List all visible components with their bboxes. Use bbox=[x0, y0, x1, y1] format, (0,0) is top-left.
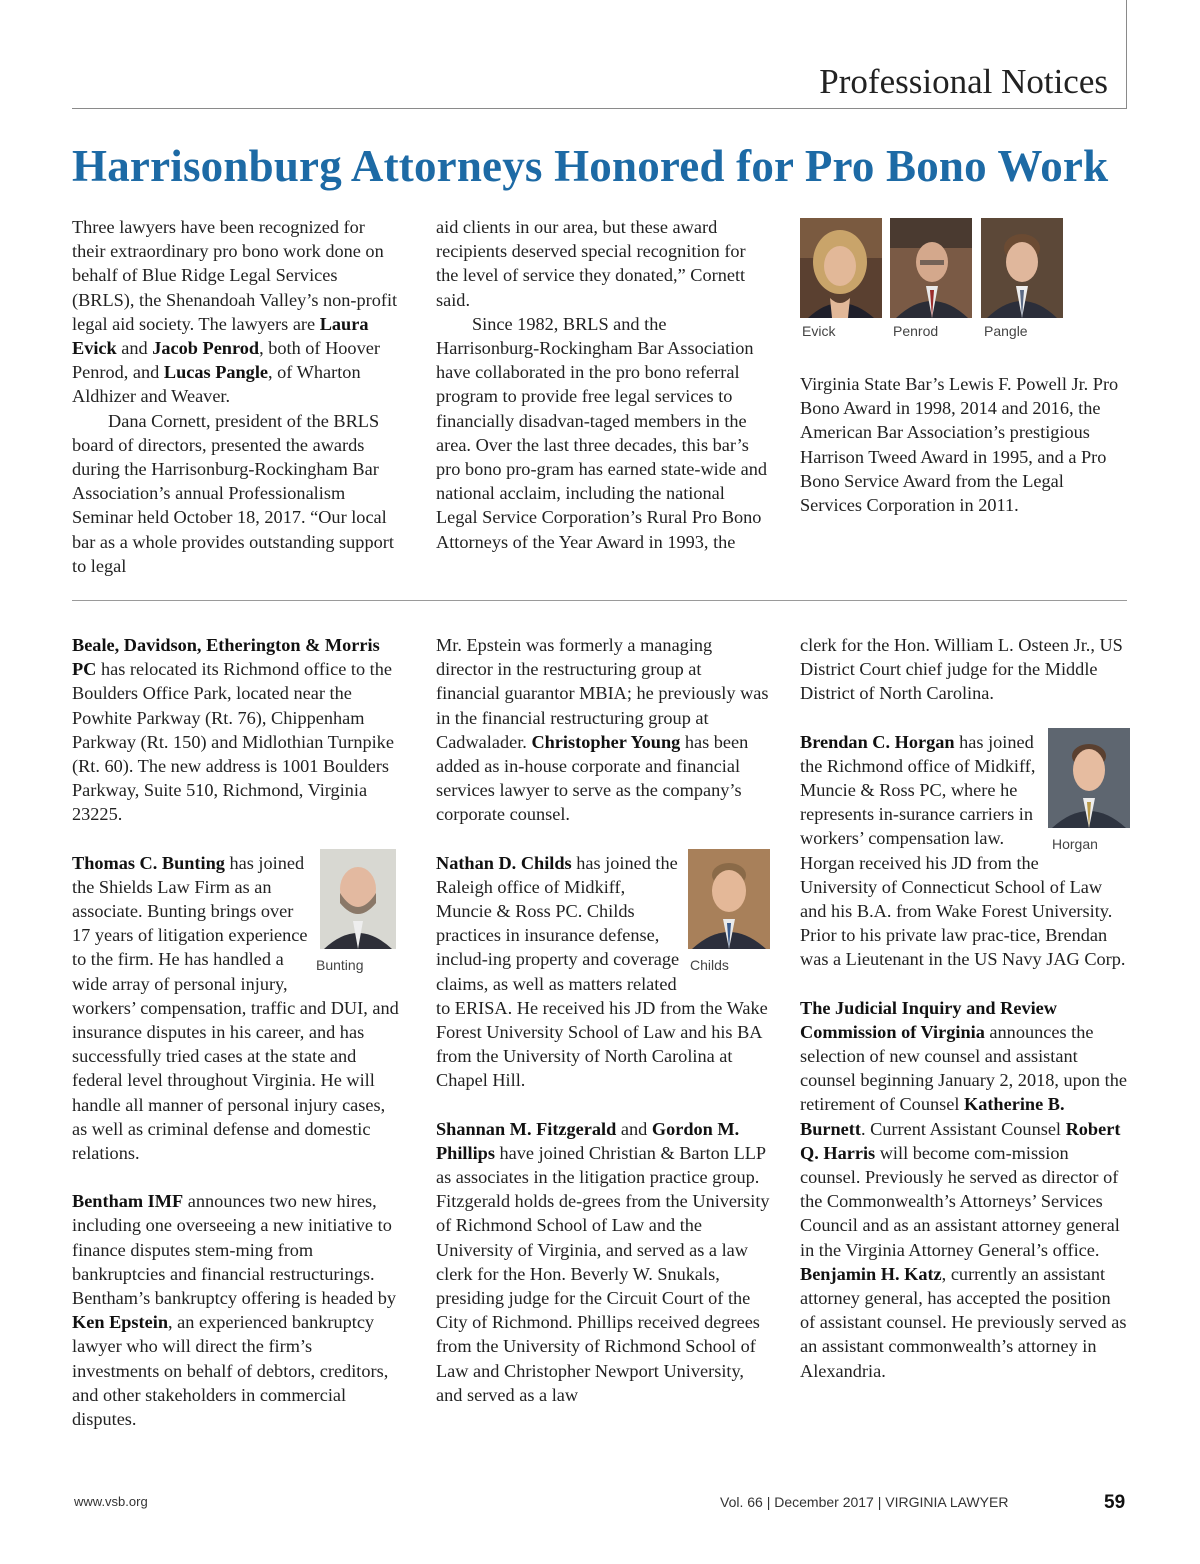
penrod-photo bbox=[890, 218, 972, 318]
footer-issue-info: Vol. 66 | December 2017 | VIRGINIA LAWYER bbox=[720, 1494, 1009, 1510]
notices-column-2 bbox=[436, 633, 770, 1407]
bunting-photo bbox=[320, 849, 396, 949]
feature-paragraph: Three lawyers have been recognized for their extraordinary pro bono work done on behalf of Blue Ridge Legal Services (BRLS), the Shenandoah Valley’s non-profit legal aid society. The lawyers are Laura Evick and Jacob Penrod, both of Hoover Penrod, and Lucas Pangle, of Wharton Aldhizer and Weaver. bbox=[72, 217, 398, 407]
photo-caption: Horgan bbox=[1052, 835, 1098, 852]
honoree-name: Laura Evick bbox=[72, 313, 369, 359]
notice-judicial-commission: The Judicial Inquiry and Review Commission of Virginia announces the selection of new counsel and assistant counsel beginning January 2, 2018, upon the retirement of Counsel Katherine B. Burnett. Current Assistant Counsel Robert Q. Harris will become com-mission counsel. Previously he served as director of the Commonwealth’s Attorneys’ Services Council and as an assistant attorney general in the Virginia Attorney General’s office. Benjamin H. Katz, currently an assistant attorney general, has accepted the position of assistant counsel. He previously served as an assistant commonwealth’s attorney in Alexandria. bbox=[800, 997, 1127, 1381]
photo-caption: Bunting bbox=[316, 956, 364, 973]
notices-column-3 bbox=[800, 633, 1130, 1383]
header-vertical-rule bbox=[1126, 0, 1127, 108]
feature-paragraph: Dana Cornett, president of the BRLS board of directors, presented the awards during the Harrisonburg-Rockingham Bar Association’s annual Professionalism Seminar held October 18, 2017. “Our local bar as a whole provides outstanding support to legal bbox=[72, 410, 394, 576]
photo-caption: Penrod bbox=[893, 323, 939, 339]
pangle-photo bbox=[981, 218, 1063, 318]
section-title: Professional Notices bbox=[819, 62, 1108, 101]
notice-bunting: Bunting Thomas C. Bunting has joined the Shields Law Firm as an associate. Bunting brings over 17 years of litigation experience to the firm. He has handled a wide array of personal injury, workers’ compensation, traffic and DUI, and insurance disputes in his career, and has successfully tried cases at the state and federal level throughout Virginia. He will handle all manner of personal injury cases, as well as criminal defense and domestic relations. bbox=[72, 851, 402, 1166]
photo-caption: Pangle bbox=[984, 323, 1028, 339]
notice-horgan: Horgan Brendan C. Horgan has joined the Richmond office of Midkiff, Muncie & Ross PC, where he represents in-surance carriers in workers’ compensation law. Horgan received his JD from the University of Connecticut School of Law and his B.A. from Wake Forest University. Prior to his private law prac-tice, Brendan was a Lieutenant in the US Navy JAG Corp. bbox=[800, 730, 1130, 972]
feature-paragraph: Virginia State Bar’s Lewis F. Powell Jr. Pro Bono Award in 1998, 2014 and 2016, the American Bar Association’s prestigious Harrison Tweed Award in 1995, and a Pro Bono Service Award from the Legal Services Corporation in 2011. bbox=[800, 374, 1119, 516]
footer-website-link[interactable]: www.vsb.org bbox=[74, 1494, 148, 1509]
notice-clerk-continued: clerk for the Hon. William L. Osteen Jr., US District Court chief judge for the Middle District of North Carolina. bbox=[800, 635, 1123, 704]
honoree-name: Jacob Penrod bbox=[152, 338, 260, 359]
notice-fitzgerald: Shannan M. Fitzgerald and Gordon M. Phillips have joined Christian & Barton LLP as associates in the litigation practice group. Fitzgerald holds de-grees from the University of Richmond School of Law and the University of Virginia, and served as a law clerk for the Hon. Beverly W. Snukals, presiding judge for the Circuit Court of the City of Richmond. Phillips received degrees from the University of Richmond School of Law and Christopher Newport University, and served as a law bbox=[436, 1118, 770, 1405]
notice-epstein: Mr. Epstein was formerly a managing director in the restructuring group at financial guarantor MBIA; he previously was in the financial restructuring group at Cadwalader. Christopher Young has been added as in-house corporate and financial services lawyer to serve as the company’s corporate counsel. bbox=[436, 635, 769, 825]
feature-paragraph: Since 1982, BRLS and the Harrisonburg-Rockingham Bar Association have collaborated in the pro bono referral program to provide free legal services to financially disadvan-taged members in the area. Over the last three decades, this bar’s pro bono pro-gram has earned state-wide and national acclaim, including the national Legal Service Corporation’s Rural Pro Bono Attorneys of the Year Award in 1993, the bbox=[436, 313, 767, 552]
childs-photo bbox=[688, 849, 770, 949]
article-headline: Harrisonburg Attorneys Honored for Pro Bono Work bbox=[72, 141, 1109, 191]
feature-column-2 bbox=[436, 215, 770, 554]
evick-photo bbox=[800, 218, 882, 318]
notice-beale: Beale, Davidson, Etherington & Morris PC has relocated its Richmond office to the Boulders Office Park, located near the Powhite Parkway (Rt. 76), Chippenham Parkway (Rt. 150) and Midlothian Turnpike (Rt. 60). The new address is 1001 Boulders Parkway, Suite 510, Richmond, Virginia 23225. bbox=[72, 635, 394, 825]
childs-photo-box bbox=[688, 849, 770, 973]
section-divider bbox=[72, 600, 1127, 601]
photo-caption: Evick bbox=[802, 323, 836, 339]
feature-column-1 bbox=[72, 215, 402, 578]
notice-bentham: Bentham IMF announces two new hires, including one overseeing a new initiative to finance disputes stem-ming from bankruptcies and financial restructurings. Bentham’s bankruptcy offering is headed by Ken Epstein, an experienced bankruptcy lawyer who will direct the firm’s investments on behalf of debtors, creditors, and other stakeholders in commercial disputes. bbox=[72, 1191, 397, 1430]
notices-column-1 bbox=[72, 633, 402, 1431]
feature-paragraph: aid clients in our area, but these award recipients deserved special recognition for the level of service they donated,” Cornett said. bbox=[436, 217, 746, 310]
horgan-photo bbox=[1048, 728, 1130, 828]
notice-childs: Childs Nathan D. Childs has joined the Raleigh office of Midkiff, Muncie & Ross PC. Childs practices in insurance defense, includ-ing property and coverage claims, as well as matters related to ERISA. He received his JD from the Wake Forest University School of Law and his BA from the University of North Carolina at Chapel Hill. bbox=[436, 851, 770, 1093]
honoree-name: Lucas Pangle bbox=[163, 362, 269, 383]
bunting-photo-box bbox=[316, 849, 402, 973]
horgan-photo-box bbox=[1048, 728, 1130, 852]
photo-caption: Childs bbox=[690, 956, 729, 973]
feature-column-3 bbox=[800, 372, 1130, 517]
page-number: 59 bbox=[1104, 1492, 1126, 1513]
header-rule bbox=[72, 108, 1127, 109]
